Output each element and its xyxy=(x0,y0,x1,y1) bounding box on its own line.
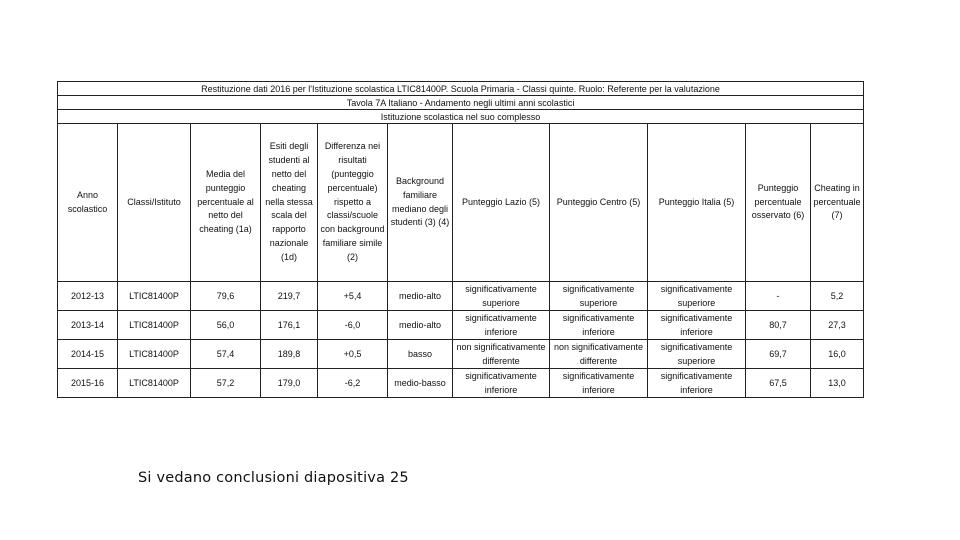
cell-italia: significativamente inferiore xyxy=(648,369,746,398)
table-row xyxy=(58,369,864,398)
table-title: Restituzione dati 2016 per l'Istituzione scolastica LTIC81400P. Scuola Primaria - Classi quinte. Ruolo: Referente per la valutazione xyxy=(58,82,864,96)
cell-osservato: 67,5 xyxy=(746,369,811,398)
header-background-familiare: Background familiare mediano degli studenti (3) (4) xyxy=(388,124,453,282)
cell-italia: significativamente inferiore xyxy=(648,311,746,340)
cell-esiti: 219,7 xyxy=(261,282,318,311)
header-punteggio-italia: Punteggio Italia (5) xyxy=(648,124,746,282)
cell-anno: 2013-14 xyxy=(58,311,118,340)
header-anno-scolastico: Anno scolastico xyxy=(58,124,118,282)
cell-media: 57,2 xyxy=(191,369,261,398)
cell-cheating: 27,3 xyxy=(811,311,864,340)
table-row xyxy=(58,311,864,340)
header-classi-istituto: Classi/Istituto xyxy=(118,124,191,282)
cell-italia: significativamente superiore xyxy=(648,282,746,311)
header-punteggio-osservato: Punteggio percentuale osservato (6) xyxy=(746,124,811,282)
cell-cheating: 13,0 xyxy=(811,369,864,398)
header-cheating: Cheating in percentuale (7) xyxy=(811,124,864,282)
header-media-punteggio: Media del punteggio percentuale al netto del cheating (1a) xyxy=(191,124,261,282)
cell-background: basso xyxy=(388,340,453,369)
table-row xyxy=(58,282,864,311)
cell-cheating: 5,2 xyxy=(811,282,864,311)
table-row xyxy=(58,340,864,369)
cell-differenza: -6,2 xyxy=(318,369,388,398)
cell-classe: LTIC81400P xyxy=(118,282,191,311)
cell-anno: 2012-13 xyxy=(58,282,118,311)
cell-background: medio-basso xyxy=(388,369,453,398)
table-subtitle: Tavola 7A Italiano - Andamento negli ultimi anni scolastici xyxy=(58,96,864,110)
cell-centro: non significativamente differente xyxy=(550,340,648,369)
cell-centro: significativamente superiore xyxy=(550,282,648,311)
header-esiti-studenti: Esiti degli studenti al netto del cheating nella stessa scala del rapporto nazionale (1d) xyxy=(261,124,318,282)
cell-italia: significativamente superiore xyxy=(648,340,746,369)
cell-differenza: -6,0 xyxy=(318,311,388,340)
cell-media: 57,4 xyxy=(191,340,261,369)
cell-esiti: 189,8 xyxy=(261,340,318,369)
cell-esiti: 179,0 xyxy=(261,369,318,398)
cell-lazio: non significativamente differente xyxy=(453,340,550,369)
cell-background: medio-alto xyxy=(388,282,453,311)
cell-classe: LTIC81400P xyxy=(118,369,191,398)
header-differenza-risultati: Differenza nei risultati (punteggio percentuale) rispetto a classi/scuole con background familiare simile (2) xyxy=(318,124,388,282)
cell-classe: LTIC81400P xyxy=(118,311,191,340)
cell-media: 79,6 xyxy=(191,282,261,311)
cell-lazio: significativamente superiore xyxy=(453,282,550,311)
conclusion-note: Si vedano conclusioni diapositiva 25 xyxy=(138,470,409,486)
cell-esiti: 176,1 xyxy=(261,311,318,340)
header-punteggio-lazio: Punteggio Lazio (5) xyxy=(453,124,550,282)
cell-anno: 2015-16 xyxy=(58,369,118,398)
cell-osservato: - xyxy=(746,282,811,311)
cell-centro: significativamente inferiore xyxy=(550,369,648,398)
results-table xyxy=(57,81,864,398)
results-table-container xyxy=(57,81,863,398)
cell-background: medio-alto xyxy=(388,311,453,340)
table-scope: Istituzione scolastica nel suo complesso xyxy=(58,110,864,124)
cell-differenza: +5,4 xyxy=(318,282,388,311)
cell-lazio: significativamente inferiore xyxy=(453,369,550,398)
cell-centro: significativamente inferiore xyxy=(550,311,648,340)
cell-cheating: 16,0 xyxy=(811,340,864,369)
cell-osservato: 80,7 xyxy=(746,311,811,340)
cell-media: 56,0 xyxy=(191,311,261,340)
cell-differenza: +0,5 xyxy=(318,340,388,369)
cell-anno: 2014-15 xyxy=(58,340,118,369)
cell-classe: LTIC81400P xyxy=(118,340,191,369)
header-punteggio-centro: Punteggio Centro (5) xyxy=(550,124,648,282)
cell-lazio: significativamente inferiore xyxy=(453,311,550,340)
cell-osservato: 69,7 xyxy=(746,340,811,369)
